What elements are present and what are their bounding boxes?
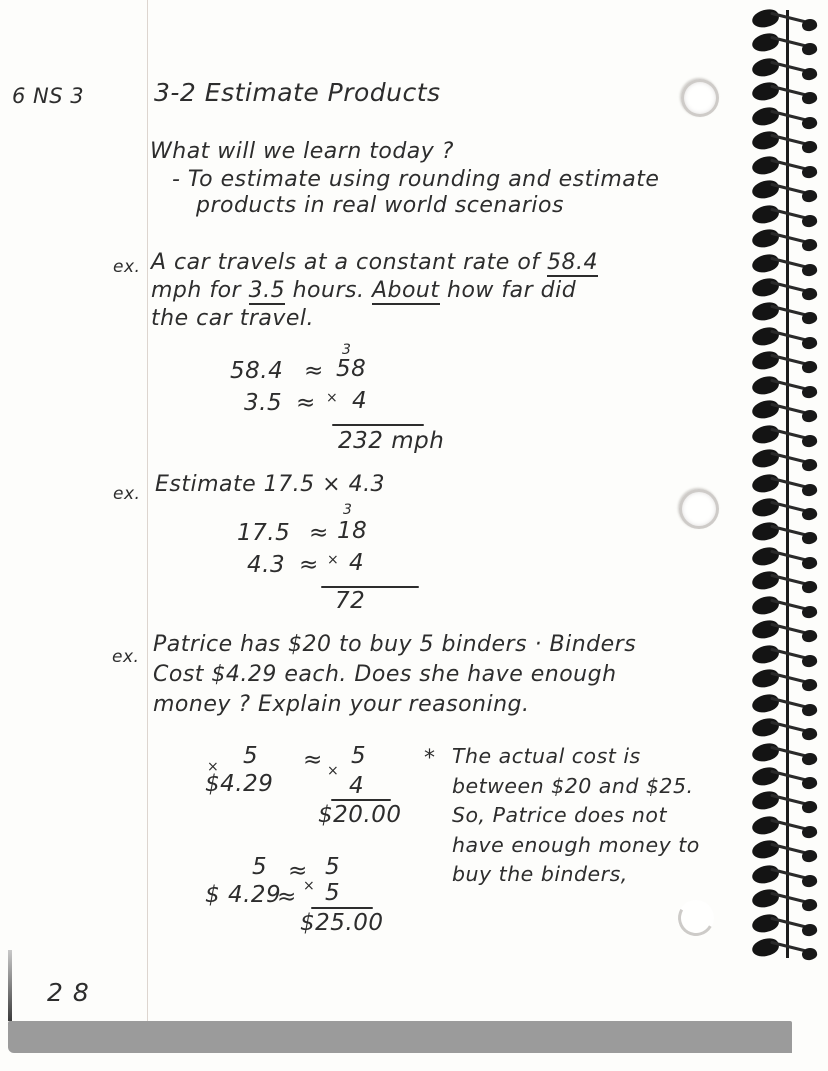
- punch-hole-mark-top: [681, 79, 719, 117]
- note-line: So, Patrice does not: [452, 803, 668, 827]
- high-quantity-2: 5: [325, 854, 341, 880]
- high-quantity: 5: [252, 854, 268, 880]
- example1-rounded1: 58: [336, 356, 367, 382]
- example3-line3: money ? Explain your reasoning.: [153, 692, 530, 717]
- page-title: 3-2 Estimate Products: [154, 78, 441, 107]
- spiral-coil: [744, 862, 828, 886]
- punch-hole-mark-middle: [679, 489, 719, 529]
- spiral-coil: [744, 202, 828, 226]
- example2-label: ex.: [113, 484, 141, 504]
- spiral-coil: [744, 691, 828, 715]
- example1-rate-underlined: 58.4: [547, 250, 599, 275]
- spiral-coil: [744, 935, 828, 959]
- high-times-sign: ×: [303, 878, 316, 894]
- spiral-coil: [744, 30, 828, 54]
- example1-line2-part3: how far did: [447, 278, 577, 303]
- example2-product: 72: [335, 588, 366, 614]
- example3-label: ex.: [112, 647, 140, 667]
- spiral-coil: [744, 593, 828, 617]
- spiral-coil: [744, 275, 828, 299]
- objective-goal-line2: products in real world scenarios: [196, 193, 564, 218]
- example1-label: ex.: [113, 257, 141, 277]
- example1-carry-digit: 3: [342, 342, 352, 358]
- example1-times-sign: ×: [326, 390, 339, 406]
- note-line: between $20 and $25.: [452, 773, 694, 798]
- example1-factor1: 58.4: [230, 358, 284, 384]
- standard-code: 6 NS 3: [12, 84, 85, 108]
- low-price: $4.29: [205, 771, 274, 797]
- page-left-edge-shadow: [8, 950, 12, 1021]
- spiral-coil: [744, 568, 828, 592]
- margin-rule: [147, 0, 148, 1021]
- low-approx-sign: ≈: [303, 747, 323, 773]
- spiral-coil: [744, 348, 828, 372]
- example1-line2-part2: hours.: [292, 278, 365, 303]
- example2-prompt: Estimate 17.5 × 4.3: [155, 472, 386, 497]
- spiral-coil: [744, 446, 828, 470]
- example1-approx2: ≈: [296, 390, 316, 416]
- spiral-coil: [744, 764, 828, 788]
- spiral-coil: [744, 397, 828, 421]
- example2-rounded2: 4: [349, 550, 365, 576]
- low-times-sign-2: ×: [327, 763, 340, 779]
- example3-line1: Patrice has $20 to buy 5 binders · Binders: [153, 632, 637, 657]
- spiral-coil: [744, 6, 828, 30]
- example1-product: 232 mph: [338, 428, 445, 454]
- high-total: $25.00: [300, 910, 384, 936]
- asterisk-bullet-icon: *: [424, 746, 436, 771]
- spiral-coil: [744, 495, 828, 519]
- spiral-coil: [744, 128, 828, 152]
- example1-approx1: ≈: [304, 358, 324, 384]
- high-sum-rule: [311, 907, 373, 909]
- spiral-coil: [744, 471, 828, 495]
- spiral-coil: [744, 104, 828, 128]
- spiral-coil: [744, 715, 828, 739]
- example2-rounded1: 18: [337, 518, 368, 544]
- example1-work: [228, 340, 528, 460]
- spiral-coil: [744, 299, 828, 323]
- spiral-coil: [744, 373, 828, 397]
- spiral-coil: [744, 837, 828, 861]
- spiral-coil: [744, 666, 828, 690]
- example2-factor1: 17.5: [237, 520, 291, 546]
- spiral-coil: [744, 251, 828, 275]
- spiral-coil: [744, 79, 828, 103]
- example3-high-estimate-work: [205, 852, 425, 947]
- objective-goal-line1: - To estimate using rounding and estimate: [172, 167, 660, 192]
- low-quantity: 5: [243, 743, 259, 769]
- example2-carry-digit: 3: [343, 502, 353, 518]
- punch-hole-mark-bottom: [674, 896, 718, 940]
- example2-approx1: ≈: [309, 520, 329, 546]
- example1-hours-underlined: 3.5: [248, 278, 286, 303]
- note-line: have enough money to: [452, 832, 700, 857]
- high-rounded-price: 5: [325, 880, 341, 906]
- spiral-coil: [744, 153, 828, 177]
- spiral-coil: [744, 544, 828, 568]
- spiral-coil: [744, 324, 828, 348]
- example1-line1-text: A car travels at a constant rate of: [151, 250, 540, 275]
- example1-line2-part1: mph for: [151, 278, 242, 303]
- example1-line3: the car travel.: [151, 306, 315, 331]
- example1-rounded2: 4: [352, 388, 368, 414]
- high-price: $ 4.29: [205, 882, 282, 908]
- example1-line1: [151, 249, 598, 277]
- conclusion-note: [422, 742, 752, 890]
- spiral-coil: [744, 642, 828, 666]
- spiral-coil: [744, 617, 828, 641]
- low-quantity-2: 5: [351, 743, 367, 769]
- example1-line2: [151, 277, 576, 305]
- example3-line2: Cost $4.29 each. Does she have enough: [153, 662, 617, 687]
- example2-approx2: ≈: [299, 552, 319, 578]
- example1-sum-rule: [332, 424, 424, 426]
- example1-factor2: 3.5: [244, 390, 283, 416]
- spiral-coil: [744, 55, 828, 79]
- example1-about-underlined: About: [371, 278, 440, 303]
- spiral-coil: [744, 226, 828, 250]
- objective-question: What will we learn today ?: [150, 139, 454, 164]
- low-total: $20.00: [318, 802, 402, 828]
- example3-low-estimate-work: [205, 743, 425, 833]
- high-approx-top: ≈: [288, 858, 308, 884]
- low-sum-rule: [331, 799, 391, 801]
- example2-work: [235, 498, 495, 623]
- low-times-sign: ×: [207, 759, 220, 775]
- spiral-coil: [744, 886, 828, 910]
- scan-shadow-band: [8, 1021, 792, 1053]
- spiral-coil: [744, 519, 828, 543]
- spiral-coil: [744, 788, 828, 812]
- high-approx-bottom: ≈: [277, 884, 297, 910]
- spiral-binding: [744, 6, 828, 964]
- spiral-coil: [744, 813, 828, 837]
- spiral-coil: [744, 177, 828, 201]
- example2-times-sign: ×: [327, 552, 340, 568]
- example2-factor2: 4.3: [247, 552, 286, 578]
- spiral-coil: [744, 422, 828, 446]
- note-line: The actual cost is: [452, 744, 641, 768]
- spiral-coil: [744, 740, 828, 764]
- low-rounded-price: 4: [349, 773, 365, 799]
- note-line: buy the binders,: [452, 862, 628, 886]
- spiral-coil: [744, 911, 828, 935]
- page-number: 28: [47, 978, 99, 1007]
